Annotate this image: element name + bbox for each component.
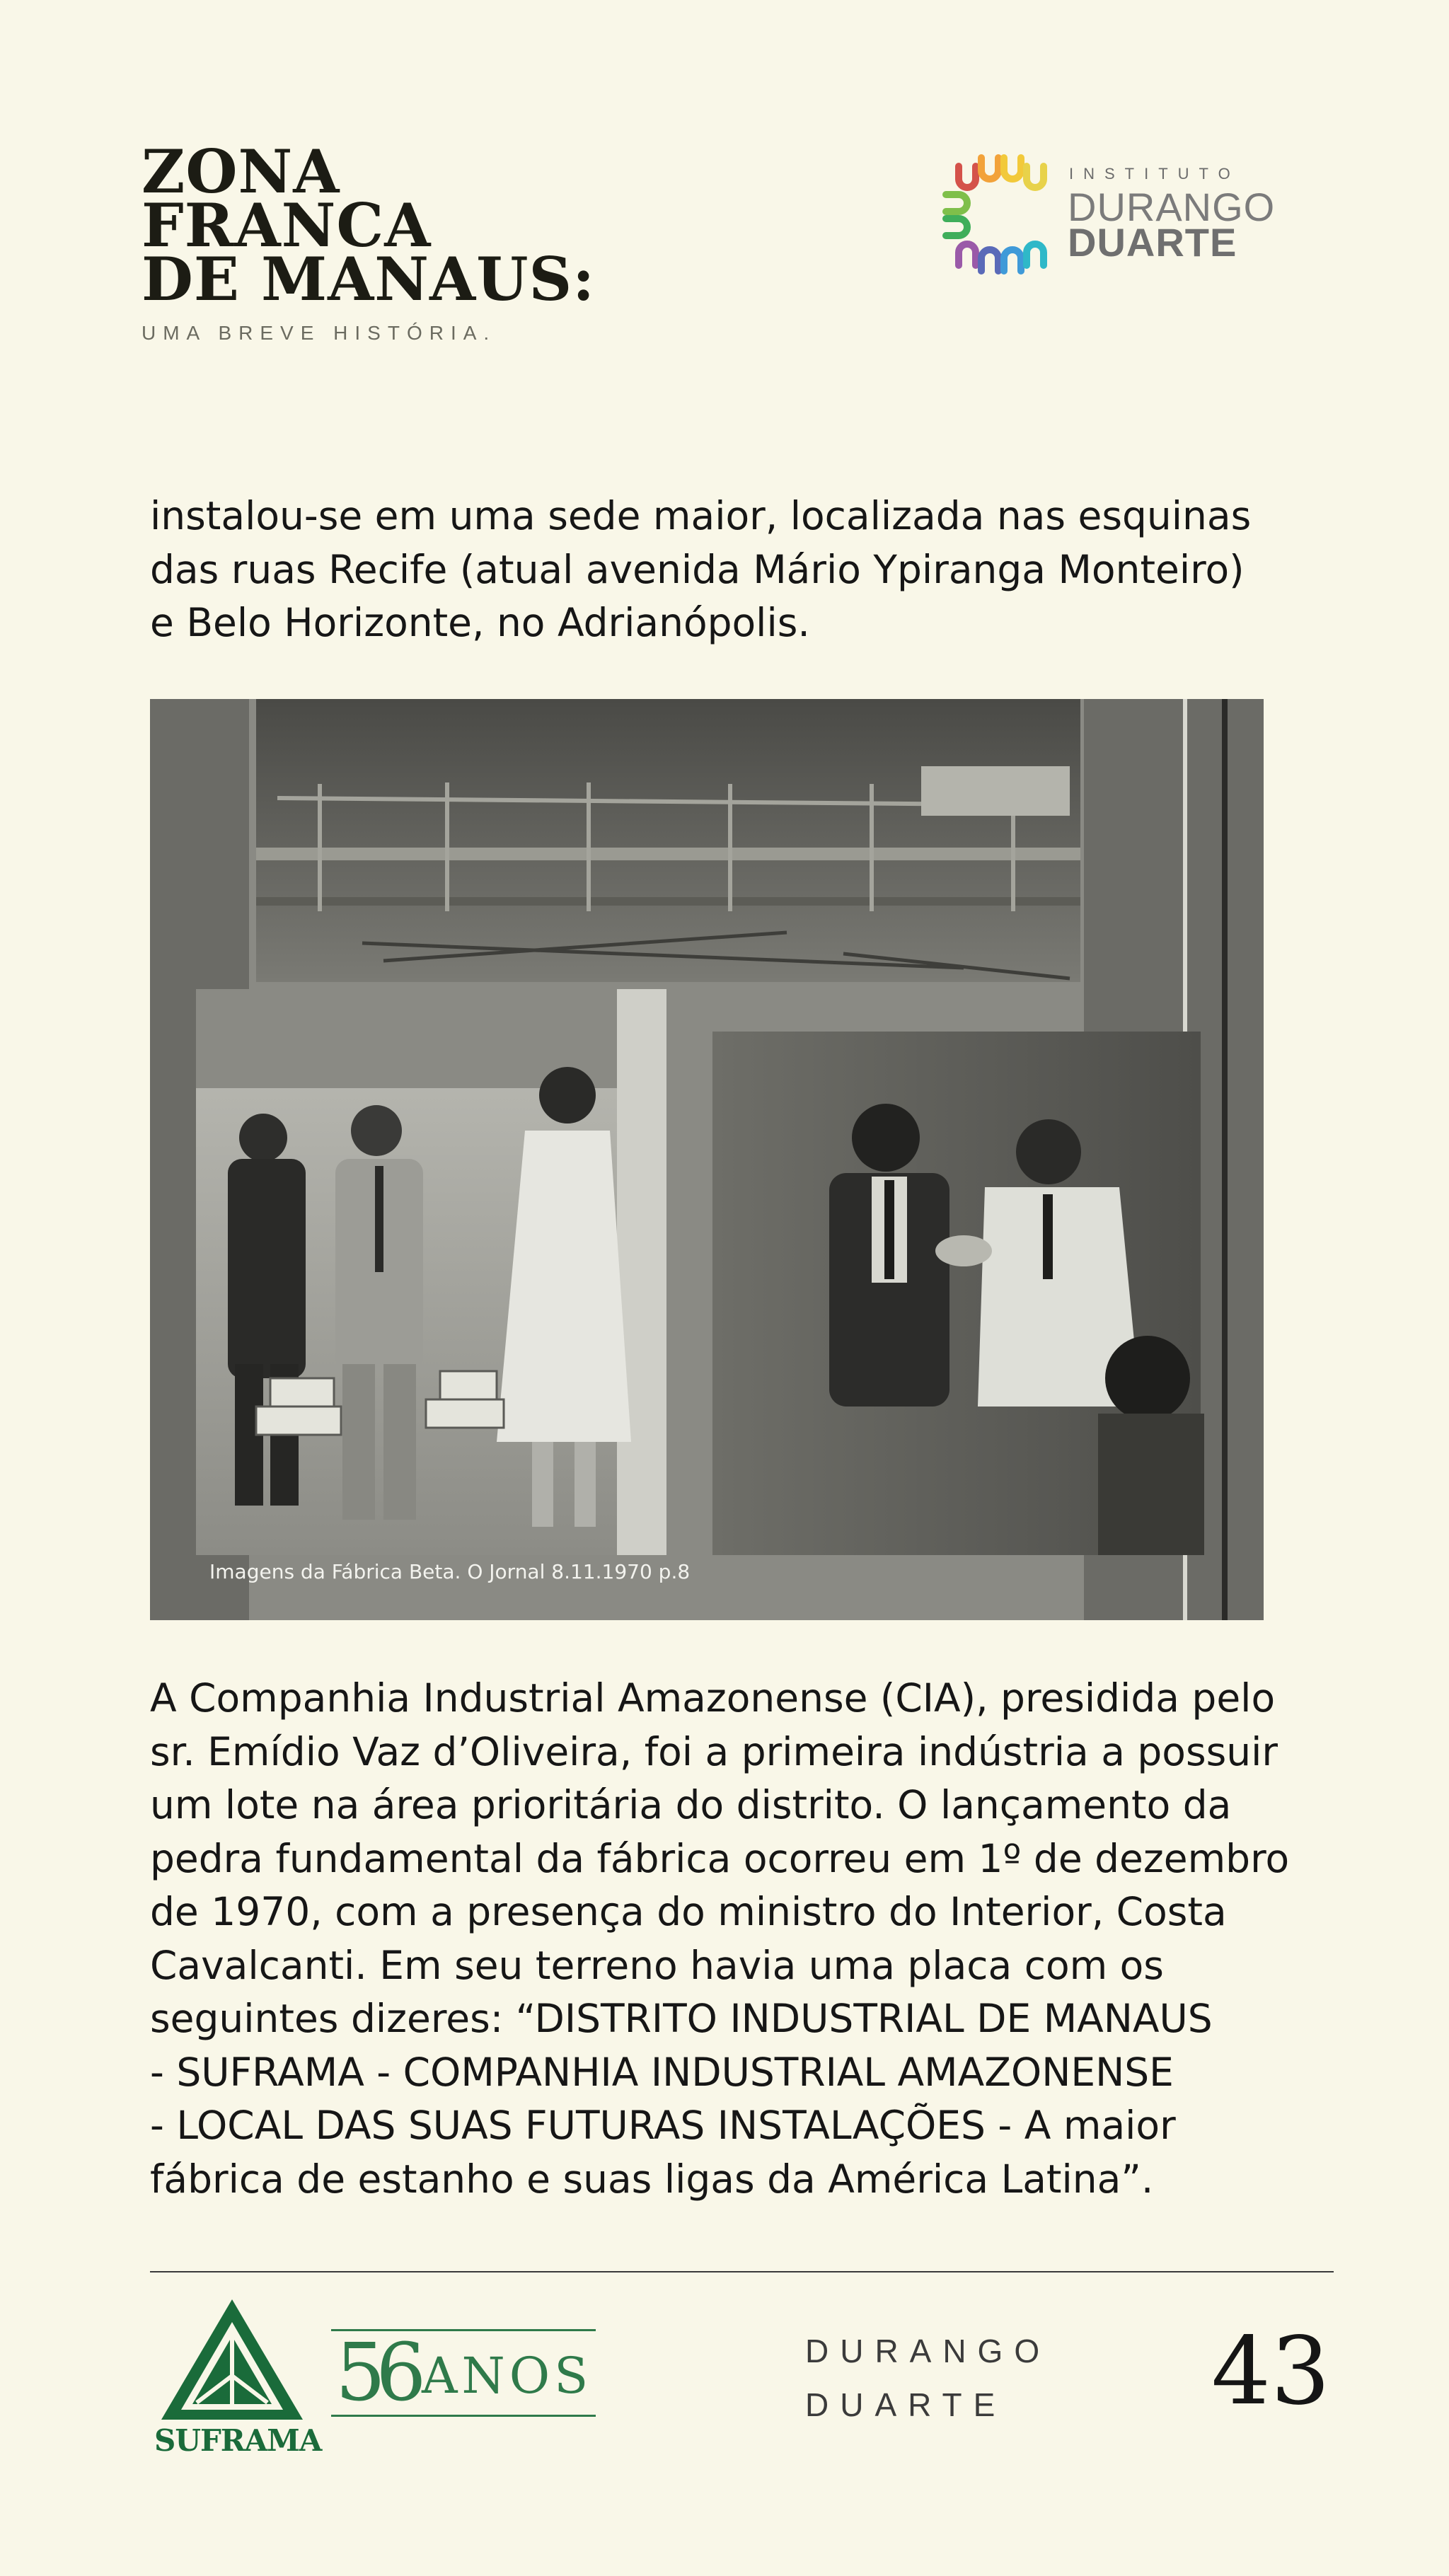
footer-author-line-2: DUARTE xyxy=(805,2386,1007,2423)
paragraph-line: - LOCAL DAS SUAS FUTURAS INSTALAÇÕES - A maior xyxy=(150,2103,1176,2148)
newspaper-photo-illustration xyxy=(150,699,1264,1620)
title-line-1: ZONA xyxy=(142,137,340,207)
suframa-triangle-icon xyxy=(154,2292,310,2427)
publication-subtitle: UMA BREVE HISTÓRIA. xyxy=(142,322,497,344)
instituto-durango-duarte-logo xyxy=(937,145,1291,287)
paragraph-line: de 1970, com a presença do ministro do Interior, Costa xyxy=(150,1889,1227,1934)
instituto-logo-mark-icon xyxy=(937,145,1065,279)
title-line-2: FRANCA xyxy=(142,190,432,260)
historical-newspaper-photo xyxy=(150,699,1264,1620)
brand-duarte: DUARTE xyxy=(1068,220,1237,265)
paragraph-line: instalou-se em uma sede maior, localizada nas esquinas xyxy=(150,493,1252,538)
footer-divider xyxy=(150,2271,1334,2272)
paragraph-line: pedra fundamental da fábrica ocorreu em 1º de dezembro xyxy=(150,1835,1290,1881)
paragraph-line: fábrica de estanho e suas ligas da América Latina”. xyxy=(150,2156,1154,2202)
suframa-label: SUFRAMA xyxy=(154,2423,322,2458)
brand-durango: DURANGO xyxy=(1068,185,1276,229)
page-number: 43 xyxy=(1211,2317,1330,2426)
body-paragraph-1 xyxy=(150,490,1310,650)
suframa-logo xyxy=(154,2292,322,2458)
anniversary-number: 56 xyxy=(335,2327,417,2419)
paragraph-line: um lote na área prioritária do distrito. O lançamento da xyxy=(150,1782,1232,1827)
publication-title xyxy=(142,137,679,345)
photo-caption: Imagens da Fábrica Beta. O Jornal 8.11.1970 p.8 xyxy=(209,1560,691,1583)
paragraph-line: A Companhia Industrial Amazonense (CIA), presidida pelo xyxy=(150,1675,1276,1721)
paragraph-line: das ruas Recife (atual avenida Mário Ypiranga Monteiro) xyxy=(150,546,1245,592)
paragraph-line: sr. Emídio Vaz d’Oliveira, foi a primeira indústria a possuir xyxy=(150,1728,1278,1774)
brand-instituto: INSTITUTO xyxy=(1069,165,1240,183)
anniversary-word: ANOS xyxy=(422,2347,593,2405)
anniversary-badge xyxy=(331,2329,596,2417)
paragraph-line: - SUFRAMA - COMPANHIA INDUSTRIAL AMAZONENSE xyxy=(150,2049,1174,2095)
paragraph-line: seguintes dizeres: “DISTRITO INDUSTRIAL DE MANAUS xyxy=(150,1996,1213,2041)
title-line-3: DE MANAUS: xyxy=(142,244,596,314)
footer-author xyxy=(805,2324,1051,2432)
paragraph-line: e Belo Horizonte, no Adrianópolis. xyxy=(150,600,810,645)
body-paragraph-2 xyxy=(150,1672,1310,2206)
footer-author-line-1: DURANGO xyxy=(805,2333,1051,2369)
paragraph-line: Cavalcanti. Em seu terreno havia uma placa com os xyxy=(150,1942,1164,1988)
